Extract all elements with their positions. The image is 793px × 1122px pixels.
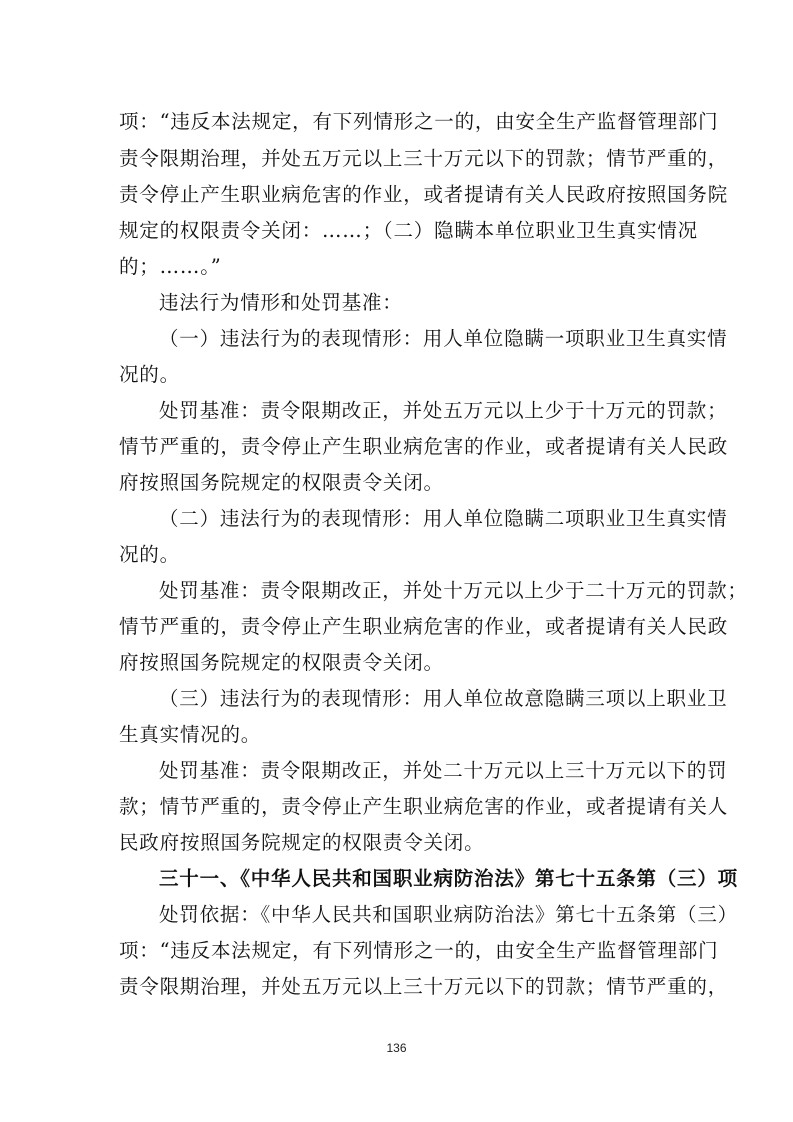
body-text-line: 府按照国务院规定的权限责令关闭。: [119, 471, 444, 494]
body-text-line: 责令限期治理，并处五万元以上三十万元以下的罚款；情节严重的，: [119, 975, 729, 998]
body-text-line: 情节严重的，责令停止产生职业病危害的作业，或者提请有关人民政: [119, 615, 729, 638]
body-text-line: 处罚基准：责令限期改正，并处十万元以上少于二十万元的罚款；: [159, 579, 748, 602]
body-text-line: （二）违法行为的表现情形：用人单位隐瞒二项职业卫生真实情: [159, 507, 728, 530]
body-text-line: （三）违法行为的表现情形：用人单位故意隐瞒三项以上职业卫: [159, 687, 728, 710]
body-text-line: 生真实情况的。: [119, 723, 262, 746]
body-text-line: 况的。: [119, 363, 180, 386]
body-text-line: 项：“违反本法规定，有下列情形之一的，由安全生产监督管理部门: [119, 939, 719, 962]
body-text-line: 规定的权限责令关闭：……；（二）隐瞒本单位职业卫生真实情况: [119, 219, 698, 242]
body-text-line: 情节严重的，责令停止产生职业病危害的作业，或者提请有关人民政: [119, 435, 729, 458]
body-text-line: 责令停止产生职业病危害的作业，或者提请有关人民政府按照国务院: [119, 183, 729, 206]
body-text-line: 责令限期治理，并处五万元以上三十万元以下的罚款；情节严重的，: [119, 147, 729, 170]
body-text-line: 处罚基准：责令限期改正，并处五万元以上少于十万元的罚款；: [159, 399, 728, 422]
body-text-line: 民政府按照国务院规定的权限责令关闭。: [119, 831, 485, 854]
article-heading: 三十一、《中华人民共和国职业病防治法》第七十五条第（三）项: [159, 867, 738, 890]
body-text-line: 处罚基准：责令限期改正，并处二十万元以上三十万元以下的罚: [159, 759, 728, 782]
body-text-line: 的；……。”: [119, 255, 222, 278]
body-text-line: 款；情节严重的，责令停止产生职业病危害的作业，或者提请有关人: [119, 795, 729, 818]
body-text-line: 府按照国务院规定的权限责令关闭。: [119, 651, 444, 674]
body-text-line: 处罚依据：《中华人民共和国职业病防治法》第七十五条第（三）: [159, 903, 738, 926]
body-text-line: 项：“违反本法规定，有下列情形之一的，由安全生产监督管理部门: [119, 110, 719, 133]
page-number: 136: [386, 1041, 407, 1055]
section-heading: 违法行为情形和处罚基准：: [159, 291, 403, 314]
body-text-line: 况的。: [119, 543, 180, 566]
body-text-line: （一）违法行为的表现情形：用人单位隐瞒一项职业卫生真实情: [159, 327, 728, 350]
